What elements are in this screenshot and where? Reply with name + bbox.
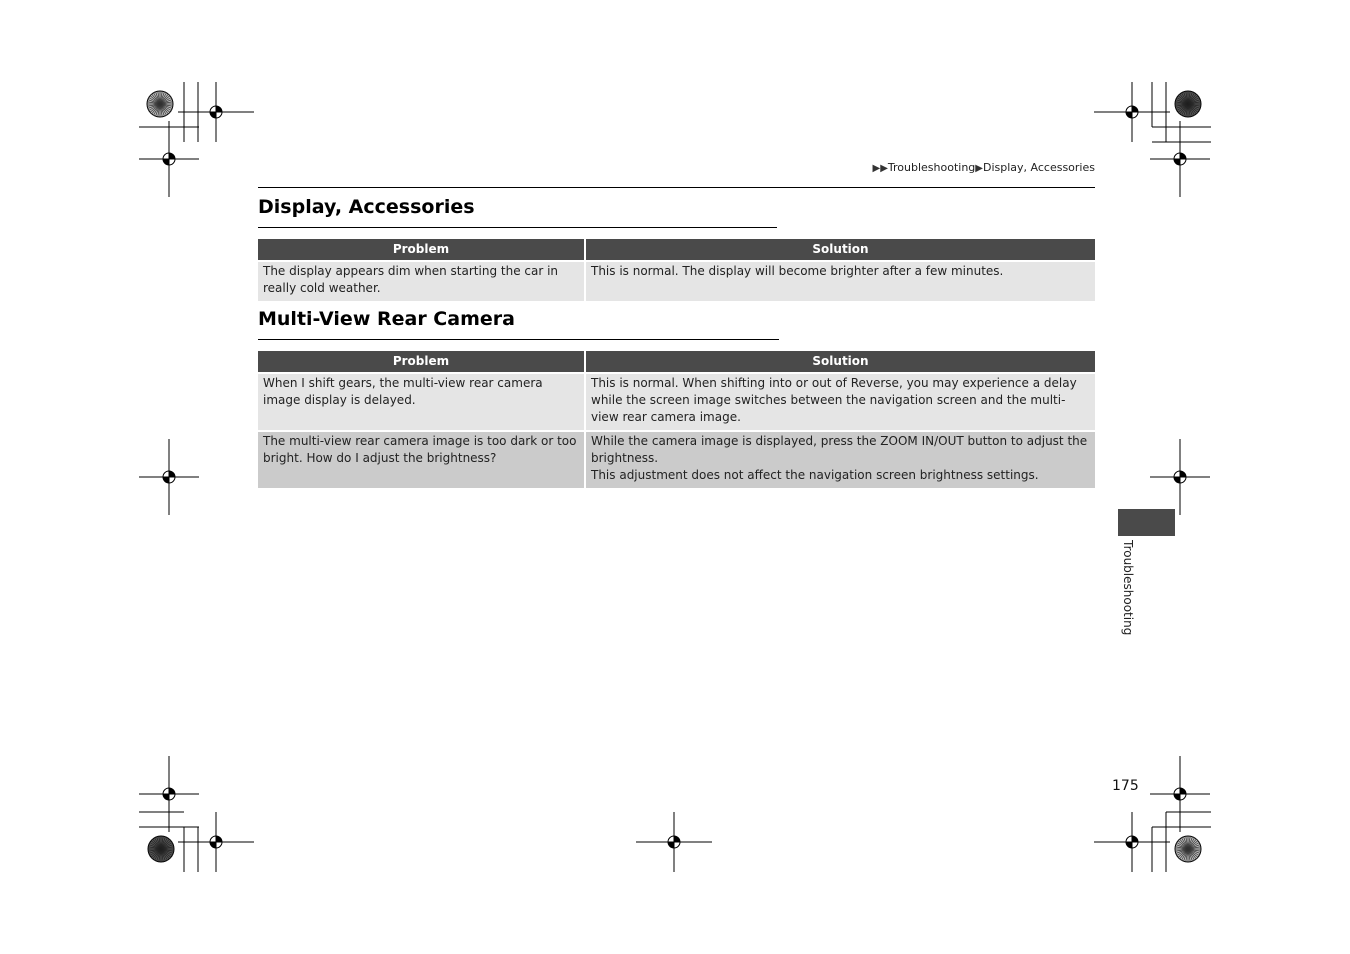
solution-cell	[585, 373, 1095, 431]
registration-target-quadrant	[1180, 471, 1186, 477]
registration-target-quadrant	[1132, 106, 1138, 112]
registration-target-quadrant	[216, 106, 222, 112]
registration-target-quadrant	[169, 471, 175, 477]
registration-target-quadrant	[1126, 112, 1132, 118]
solution-cell	[585, 261, 1095, 301]
table-row	[258, 373, 1095, 431]
registration-target-quadrant	[1126, 842, 1132, 848]
registration-target-quadrant	[210, 842, 216, 848]
solution-text: While the camera image is displayed, press the ZOOM IN/OUT button to adjust the brightness.	[591, 434, 1088, 465]
registration-target-quadrant	[668, 842, 674, 848]
problem-cell: When I shift gears, the multi-view rear camera image display is delayed.	[258, 373, 585, 431]
troubleshooting-table-rear-camera	[258, 351, 1095, 488]
color-wheel-icon	[1175, 836, 1201, 862]
registration-target-quadrant	[1180, 153, 1186, 159]
registration-target-quadrant	[1174, 477, 1180, 483]
chapter-tab[interactable]	[1118, 509, 1175, 536]
registration-target-quadrant	[163, 159, 169, 165]
column-header-problem: Problem	[258, 351, 585, 373]
color-wheel-icon	[1175, 91, 1201, 117]
section-title-rule	[258, 227, 777, 228]
column-header-solution: Solution	[585, 351, 1095, 373]
table-header-row	[258, 351, 1095, 373]
section-title-multi-view-rear-camera: Multi-View Rear Camera	[258, 308, 515, 330]
solution-text: This adjustment does not affect the navigation screen brightness settings.	[591, 468, 1039, 482]
breadcrumb-section-link[interactable]: Troubleshooting	[887, 161, 976, 174]
registration-target-quadrant	[1132, 836, 1138, 842]
column-header-solution: Solution	[585, 239, 1095, 261]
breadcrumb-arrows-icon: ▶▶	[872, 163, 888, 174]
registration-target-quadrant	[1174, 794, 1180, 800]
registration-target-quadrant	[210, 112, 216, 118]
page-number: 175	[1112, 778, 1139, 794]
section-title-display-accessories: Display, Accessories	[258, 196, 475, 218]
registration-target-quadrant	[1180, 788, 1186, 794]
breadcrumb	[873, 161, 1096, 174]
header-rule	[258, 187, 1095, 188]
color-wheel-icon	[148, 836, 174, 862]
registration-target-quadrant	[1174, 159, 1180, 165]
column-header-problem: Problem	[258, 239, 585, 261]
solution-text: This is normal. The display will become brighter after a few minutes.	[591, 264, 1004, 278]
problem-cell: The display appears dim when starting the car in really cold weather.	[258, 261, 585, 301]
registration-target-quadrant	[169, 153, 175, 159]
table-row	[258, 261, 1095, 301]
registration-target-quadrant	[674, 836, 680, 842]
section-title-rule	[258, 339, 779, 340]
breadcrumb-separator-icon: ▶	[975, 163, 983, 174]
registration-target-quadrant	[163, 794, 169, 800]
registration-target-quadrant	[216, 836, 222, 842]
solution-cell	[585, 431, 1095, 488]
problem-cell: The multi-view rear camera image is too dark or too bright. How do I adjust the brightness?	[258, 431, 585, 488]
table-row	[258, 431, 1095, 488]
chapter-tab-label: Troubleshooting	[1121, 540, 1135, 636]
table-header-row	[258, 239, 1095, 261]
breadcrumb-current-page: Display, Accessories	[982, 161, 1095, 174]
troubleshooting-table-display	[258, 239, 1095, 301]
registration-target-quadrant	[163, 477, 169, 483]
color-wheel-icon	[147, 91, 173, 117]
solution-text: This is normal. When shifting into or out of Reverse, you may experience a delay while the screen image switches between the navigation screen and the multi-view rear camera image.	[591, 376, 1077, 424]
registration-target-quadrant	[169, 788, 175, 794]
